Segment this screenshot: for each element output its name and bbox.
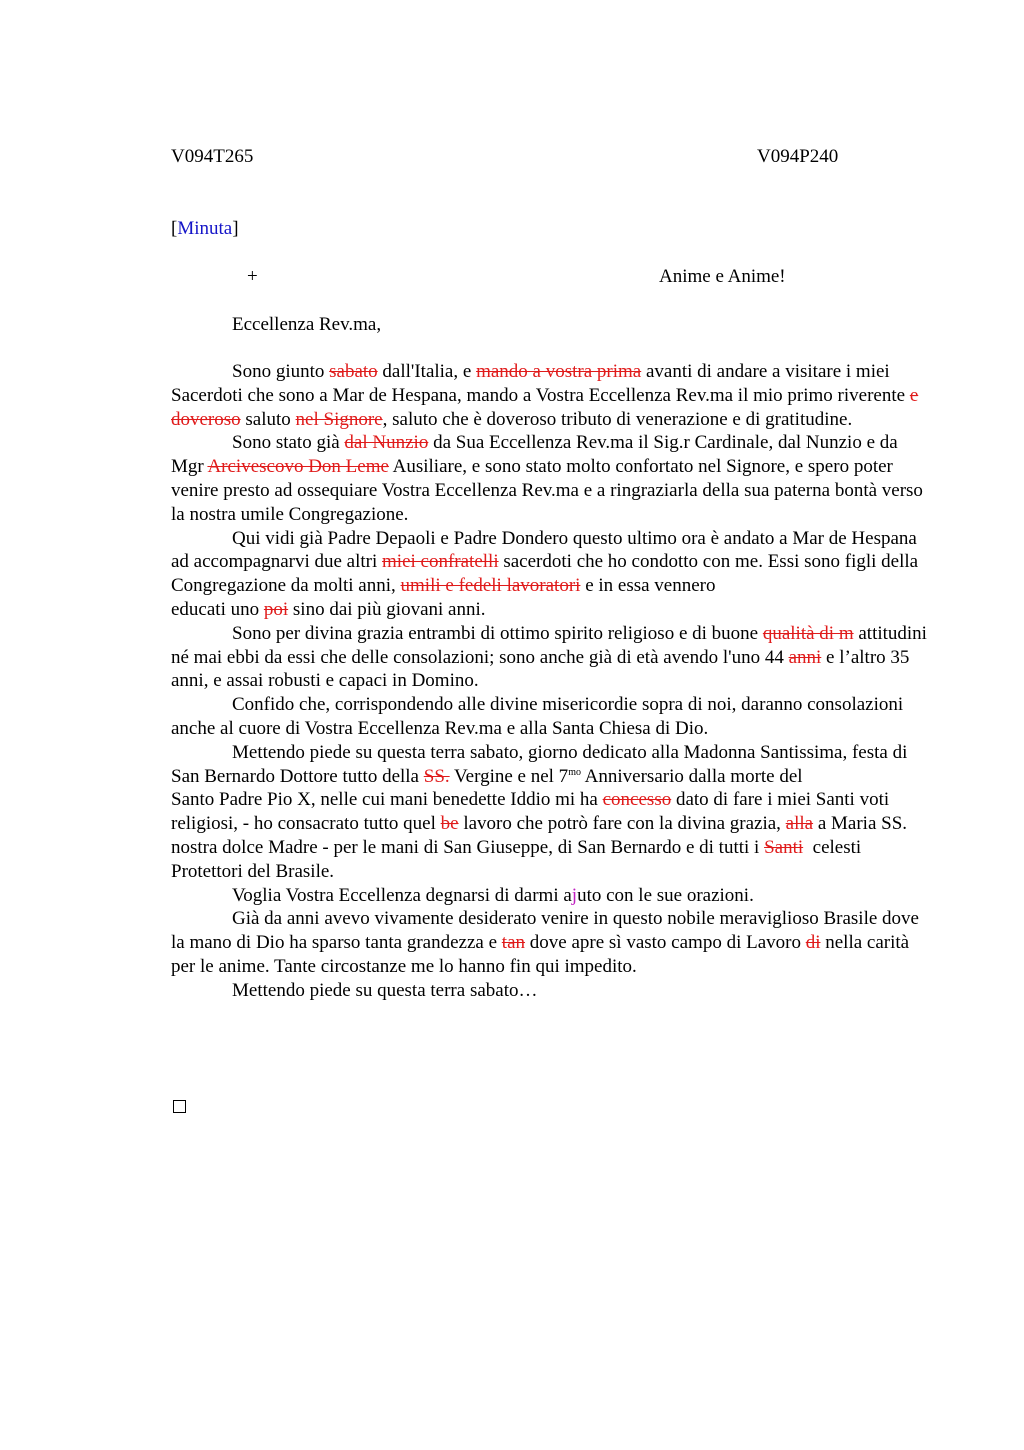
deleted-text: dal Nunzio (344, 432, 429, 454)
letter-body (171, 360, 931, 1003)
document-page (171, 0, 931, 1450)
deleted-text: nel Signore (295, 408, 383, 430)
text-run: Vergine e nel 7 (449, 765, 569, 787)
text-run: dall'Italia, e (377, 361, 477, 382)
deleted-text: sabato (329, 361, 378, 382)
deleted-text: umili e fedeli lavoratori (400, 575, 581, 597)
cross-symbol: + (247, 266, 258, 287)
text-run: a Maria SS. nostra dolce Madre - per le mani di San Giuseppe, di San Bernardo e di tutti i (171, 813, 908, 858)
text-run: Qui vidi già Padre Depaoli e Padre Dondero questo ultimo ora è andato a Mar de Hespana ad accompagnarvi due altri (171, 527, 917, 573)
deleted-text: alla (785, 813, 814, 835)
text-run: nella carità per le anime. Tante circostanze me lo hanno fin qui impedito. (171, 932, 910, 977)
text-run: attitudini né mai ebbi da essi che delle consolazioni; sono anche già di età avendo l'uno 44 (171, 622, 927, 668)
text-run: sino dai più giovani anni. (288, 598, 486, 620)
deleted-text: miei confratelli (382, 551, 499, 573)
paragraph-1 (171, 360, 931, 431)
text-run: e in essa vennero (580, 575, 716, 597)
text-run: dove apre sì vasto campo di Lavoro (525, 932, 806, 954)
text-run: Ausiliare, e sono stato molto confortato nel Signore, e spero poter venire presto ad ossequiare Vostra Eccellenza Rev.ma e a ringraziarla della sua paterna bontà verso la nostra umile Congregazione. (171, 456, 923, 525)
minuta-open-bracket: [ (171, 218, 178, 239)
paragraph-5 (171, 693, 931, 741)
text-run: Anniversario dalla morte del (580, 765, 803, 787)
text-run: celesti Protettori del Brasile. (171, 836, 866, 882)
text-run: educati uno (171, 598, 264, 620)
text-run: dato di fare i miei Santi voti religiosi, - ho consacrato tutto quel (171, 789, 890, 835)
deleted-text: concesso (602, 789, 672, 811)
text-run: sacerdoti che ho condotto con me. Essi sono figli della Congregazione da molti anni, (171, 551, 919, 597)
text-run: da Sua Eccellenza Rev.ma il Sig.r Cardinale, dal Nunzio e da Mgr (171, 432, 898, 478)
document-code-left: V094T265 (171, 146, 254, 167)
deleted-text: tan (501, 932, 526, 954)
text-run: Già da anni avevo vivamente desiderato venire in questo nobile meraviglioso Brasile dove la mano di Dio ha sparso tanta grandezza e (171, 908, 919, 954)
text-run: Confido che, corrispondendo alle divine misericordie sopra di noi, daranno consolazioni anche al cuore di Vostra Eccellenza Rev.ma e alla Santa Chiesa di Dio. (171, 694, 904, 739)
deleted-text: poi (263, 598, 289, 620)
paragraph-3 (171, 527, 931, 598)
deleted-text: Arcivescovo Don Leme (207, 456, 389, 478)
paragraph-3-continuation (171, 598, 931, 622)
minuta-label (171, 217, 239, 241)
minuta-word: Minuta (177, 218, 233, 239)
paragraph-2 (171, 431, 931, 526)
deleted-text: SS. (423, 765, 450, 787)
deleted-text: anni (788, 646, 822, 668)
text-run: avanti di andare a visitare i miei Sacerdoti che sono a Mar de Hespana, mando a Vostra Eccellenza Rev.ma il mio primo riverente (171, 361, 910, 406)
text-run: Sono stato già (232, 432, 345, 454)
text-run: saluto (240, 408, 296, 430)
document-code-right: V094P240 (757, 146, 839, 167)
text-run: lavoro che potrò fare con la divina grazia, (458, 813, 786, 835)
deleted-text: e doveroso (171, 384, 919, 430)
text-run: Sono per divina grazia entrambi di ottimo spirito religioso e di buone (232, 622, 763, 644)
deleted-text: qualità di m (762, 622, 854, 644)
text-run: e l’altro 35 anni, e assai robusti e capaci in Domino. (171, 646, 910, 692)
paragraph-8 (171, 907, 931, 978)
paragraph-6 (171, 741, 931, 789)
motto: Anime e Anime! (659, 266, 786, 287)
paragraph-7 (171, 884, 931, 908)
deleted-text: Santi (764, 836, 804, 858)
greeting: Eccellenza Rev.ma, (232, 314, 382, 335)
paragraph-9 (171, 979, 931, 1003)
deleted-text: di (805, 932, 821, 954)
superscript: mo (568, 766, 581, 778)
minuta-close-bracket: ] (232, 218, 239, 239)
end-of-document-box-icon (173, 1100, 186, 1113)
text-run: , saluto che è doveroso tributo di venerazione e di gratitudine. (382, 408, 853, 430)
text-run: uto con le sue orazioni. (577, 884, 754, 906)
paragraph-4 (171, 622, 931, 693)
text-run: Mettendo piede su questa terra sabato… (232, 979, 538, 1001)
text-run: Voglia Vostra Eccellenza degnarsi di darmi a (232, 884, 572, 906)
deleted-text: be (440, 813, 459, 835)
deleted-text: mando a vostra prima (476, 361, 642, 382)
text-run: Santo Padre Pio X, nelle cui mani benedette Iddio mi ha (171, 789, 603, 811)
inserted-text: j (571, 884, 578, 906)
text-run: Mettendo piede su questa terra sabato, giorno dedicato alla Madonna Santissima, festa di San Bernardo Dottore tutto della (171, 741, 908, 787)
text-run: Sono giunto (232, 361, 330, 382)
paragraph-6-continuation (171, 788, 931, 883)
